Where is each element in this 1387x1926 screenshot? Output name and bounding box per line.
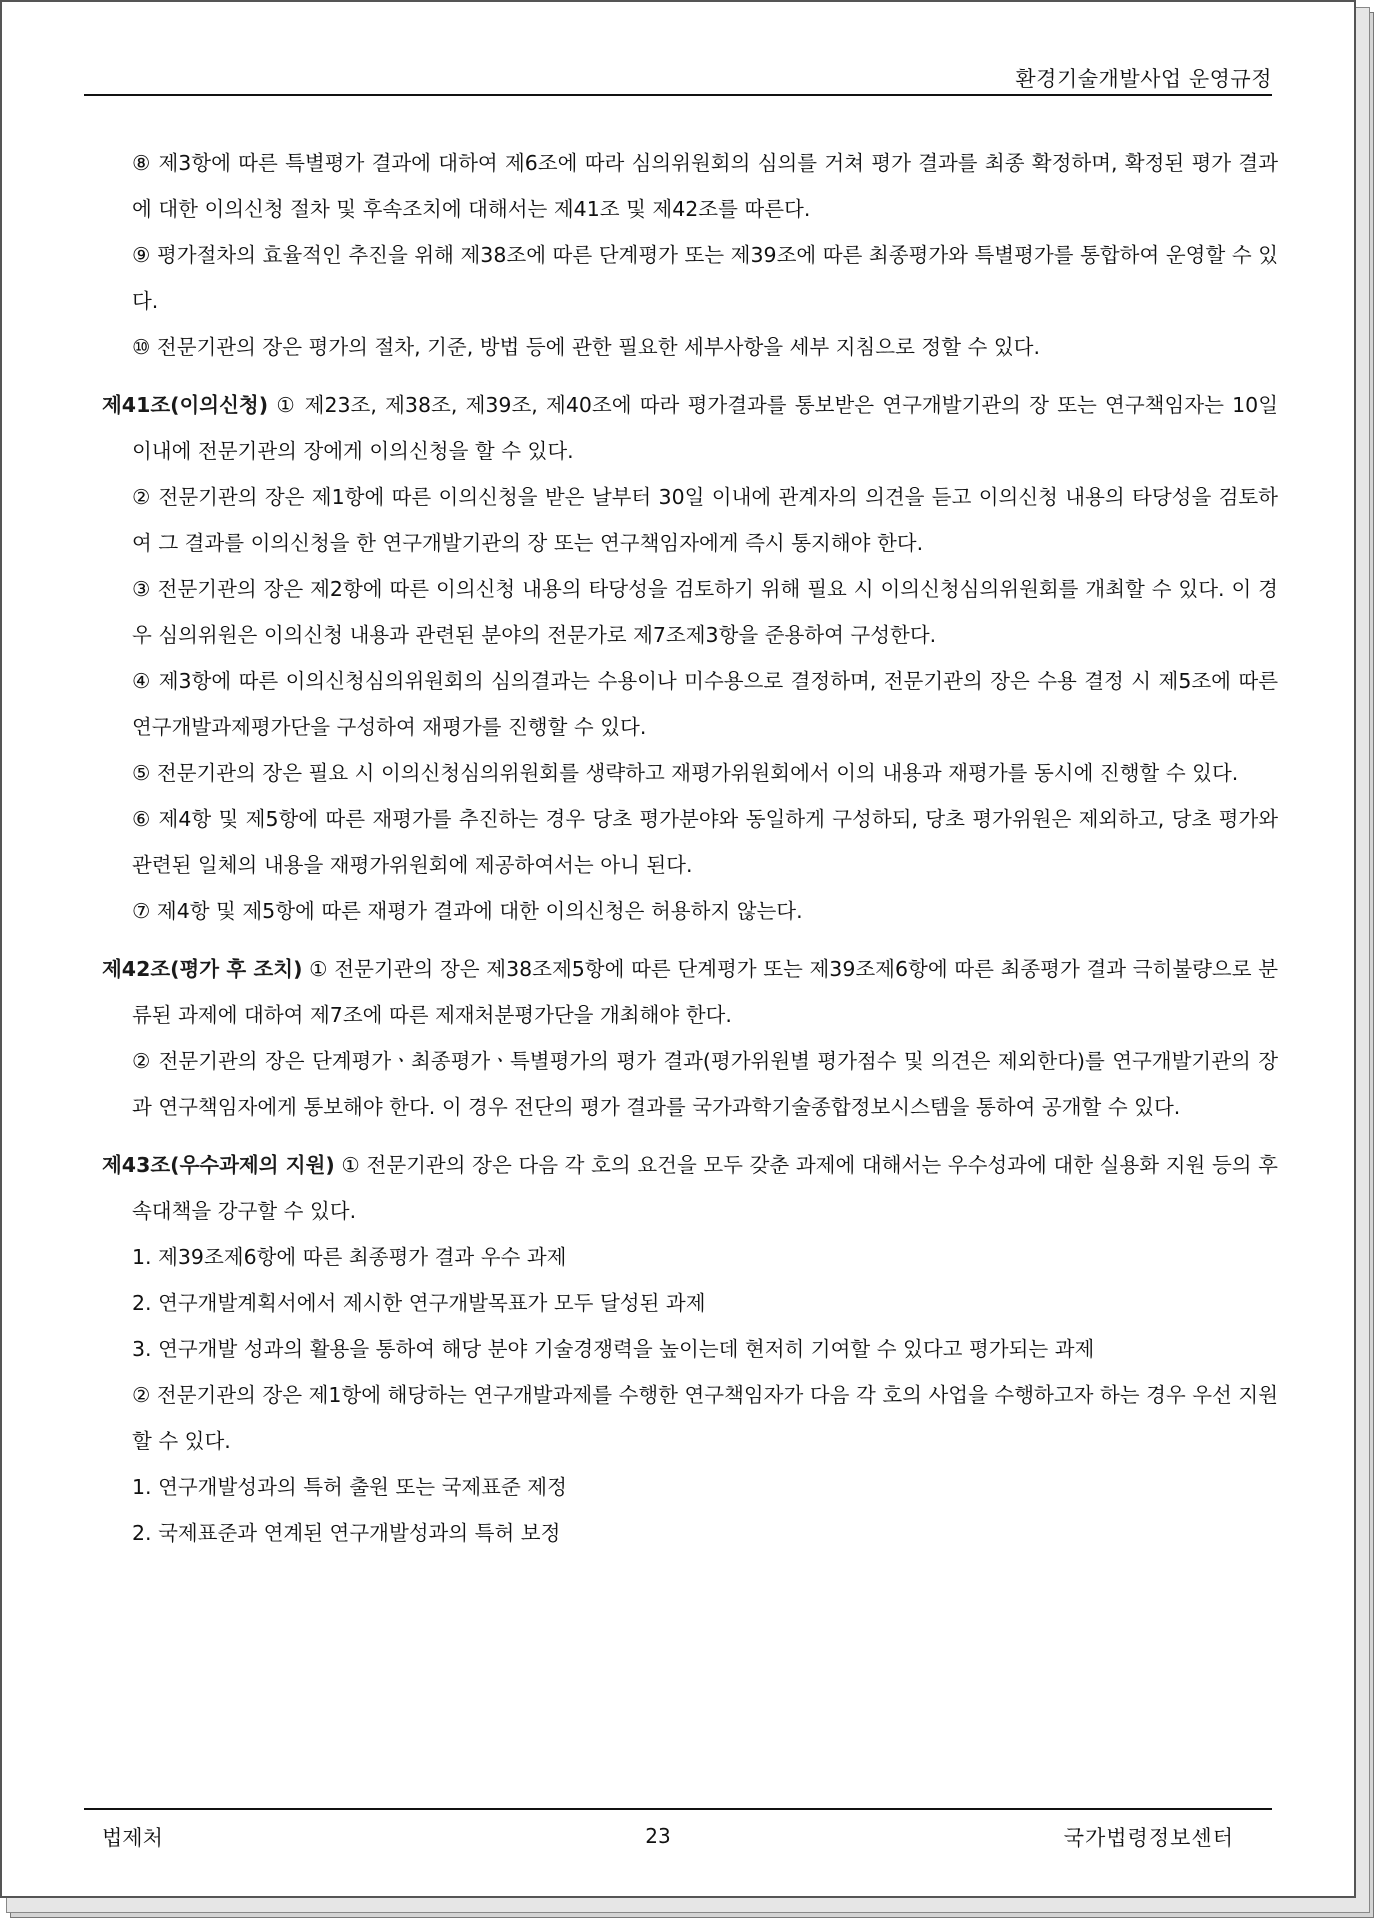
article-43 (102, 1142, 1278, 1234)
list-item: 1. 제39조제6항에 따른 최종평가 결과 우수 과제 (132, 1245, 567, 1269)
paragraph: ⑩ 전문기관의 장은 평가의 절차, 기준, 방법 등에 관한 필요한 세부사항을 세부 지침으로 정할 수 있다. (132, 335, 1040, 359)
paragraph: ⑦ 제4항 및 제5항에 따른 재평가 결과에 대한 이의신청은 허용하지 않는다. (132, 899, 803, 923)
article-title: 제42조(평가 후 조치) (102, 957, 303, 981)
paragraph: ② 전문기관의 장은 제1항에 해당하는 연구개발과제를 수행한 연구책임자가 다음 각 호의 사업을 수행하고자 하는 경우 우선 지원할 수 있다. (132, 1383, 1278, 1453)
header-title: 환경기술개발사업 운영규정 (1015, 67, 1272, 91)
list-item: 3. 연구개발 성과의 활용을 통하여 해당 분야 기술경쟁력을 높이는데 현저히 기여할 수 있다고 평가되는 과제 (132, 1337, 1095, 1361)
article-text: ① 전문기관의 장은 다음 각 호의 요건을 모두 갖춘 과제에 대해서는 우수성과에 대한 실용화 지원 등의 후속대책을 강구할 수 있다. (132, 1153, 1278, 1223)
paragraph: ② 전문기관의 장은 단계평가ㆍ최종평가ㆍ특별평가의 평가 결과(평가위원별 평가점수 및 의견은 제외한다)를 연구개발기관의 장과 연구책임자에게 통보해야 한다. 이 경우 전단의 평가 결과를 국가과학기술종합정보시스템을 통하여 공개할 수 있다. (132, 1049, 1278, 1119)
page-number: 23 (645, 1824, 671, 1848)
article-41 (102, 382, 1278, 474)
article-title: 제41조(이의신청) (102, 393, 269, 417)
list-item: 2. 국제표준과 연계된 연구개발성과의 특허 보정 (132, 1521, 561, 1545)
paragraph: ⑨ 평가절차의 효율적인 추진을 위해 제38조에 따른 단계평가 또는 제39조에 따른 최종평가와 특별평가를 통합하여 운영할 수 있다. (132, 243, 1278, 313)
footer-source: 국가법령정보센터 (1063, 1826, 1234, 1850)
article-title: 제43조(우수과제의 지원) (102, 1153, 335, 1177)
paragraph: ④ 제3항에 따른 이의신청심의위원회의 심의결과는 수용이나 미수용으로 결정하며, 전문기관의 장은 수용 결정 시 제5조에 따른 연구개발과제평가단을 구성하여 재평가를 진행할 수 있다. (132, 669, 1278, 739)
footer-rule (84, 1808, 1272, 1810)
article-text: ① 제23조, 제38조, 제39조, 제40조에 따라 평가결과를 통보받은 연구개발기관의 장 또는 연구책임자는 10일 이내에 전문기관의 장에게 이의신청을 할 수 있다. (132, 393, 1278, 463)
list-item: 2. 연구개발계획서에서 제시한 연구개발목표가 모두 달성된 과제 (132, 1291, 706, 1315)
paragraph: ② 전문기관의 장은 제1항에 따른 이의신청을 받은 날부터 30일 이내에 관계자의 의견을 듣고 이의신청 내용의 타당성을 검토하여 그 결과를 이의신청을 한 연구개발기관의 장 또는 연구책임자에게 즉시 통지해야 한다. (132, 485, 1278, 555)
article-text: ① 전문기관의 장은 제38조제5항에 따른 단계평가 또는 제39조제6항에 따른 최종평가 결과 극히불량으로 분류된 과제에 대하여 제7조에 따른 제재처분평가단을 개최해야 한다. (132, 957, 1278, 1027)
list-item: 1. 연구개발성과의 특허 출원 또는 국제표준 제정 (132, 1475, 567, 1499)
paragraph: ⑥ 제4항 및 제5항에 따른 재평가를 추진하는 경우 당초 평가분야와 동일하게 구성하되, 당초 평가위원은 제외하고, 당초 평가와 관련된 일체의 내용을 재평가위원회에 제공하여서는 아니 된다. (132, 807, 1278, 877)
article-42 (102, 946, 1278, 1038)
footer-publisher: 법제처 (102, 1826, 163, 1850)
document-body (102, 140, 1278, 1556)
paragraph: ③ 전문기관의 장은 제2항에 따른 이의신청 내용의 타당성을 검토하기 위해 필요 시 이의신청심의위원회를 개최할 수 있다. 이 경우 심의위원은 이의신청 내용과 관련된 분야의 전문가로 제7조제3항을 준용하여 구성한다. (132, 577, 1278, 647)
paragraph: ⑧ 제3항에 따른 특별평가 결과에 대하여 제6조에 따라 심의위원회의 심의를 거쳐 평가 결과를 최종 확정하며, 확정된 평가 결과에 대한 이의신청 절차 및 후속조치에 대해서는 제41조 및 제42조를 따른다. (132, 151, 1278, 221)
header-rule (84, 94, 1272, 96)
paragraph: ⑤ 전문기관의 장은 필요 시 이의신청심의위원회를 생략하고 재평가위원회에서 이의 내용과 재평가를 동시에 진행할 수 있다. (132, 761, 1239, 785)
